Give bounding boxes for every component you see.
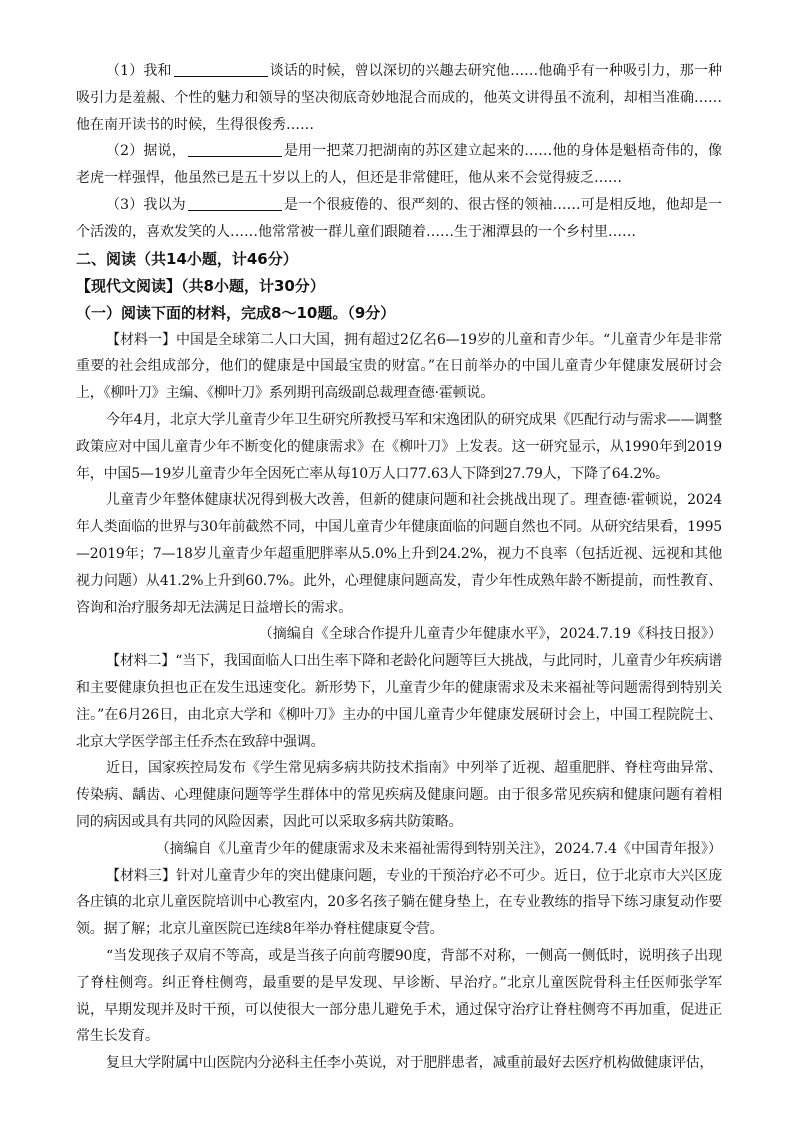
q7-item-1 <box>76 58 722 138</box>
q7-item-1-text: 谈话的时候，曾以深切的兴趣去研究他……他确乎有一种吸引力，那一种吸引力是羞赧、个性的魅力和领导的坚决彻底奇妙地混合而成的，他英文讲得虽不流利，却相当准确……他在南开读书的时候，生得很俊秀…… <box>76 63 722 133</box>
material1-paragraph-1: 【材料一】中国是全球第二人口大国，拥有超过2亿名6—19岁的儿童和青少年。“儿童青少年是非常重要的社会组成部分，他们的健康是中国最宝贵的财富。”在日前举办的中国儿童青少年健康发展研讨会上，《柳叶刀》主编、《柳叶刀》系列期刊高级副总裁理查德·霍顿说。 <box>76 331 722 402</box>
material3-paragraph-2: “当发现孩子双肩不等高，或是当孩子向前弯腰90度，背部不对称，一侧高一侧低时，说明孩子出现了脊柱侧弯。纠正脊柱侧弯，最重要的是早发现、早诊断、早治疗。”北京儿童医院骨科主任医师张学军说，早期发现并及时干预，可以使很大一部分患儿避免手术，通过保守治疗让脊柱侧弯不再加重，促进正常生长发育。 <box>76 947 722 1045</box>
material1-paragraph-2: 今年4月，北京大学儿童青少年卫生研究所教授马军和宋逸团队的研究成果《匹配行动与需求——调整政策应对中国儿童青少年不断变化的健康需求》在《柳叶刀》上发表。这一研究显示，从1990年到2019年，中国5—19岁儿童青少年全因死亡率从每10万人口77.63人下降到27.79人，下降了64.2%。 <box>76 411 722 482</box>
q7-item-3-text: 是一个很疲倦的、很严刻的、很古怪的领袖……可是相反地，他却是一个活泼的，喜欢发笑的人……他常常被一群儿童们跟随着……生于湘潭县的一个乡村里…… <box>76 196 722 240</box>
section-subtitle: 【现代文阅读】（共8小题，计30分） <box>76 276 325 295</box>
q7-item-2-text: 是用一把菜刀把湖南的苏区建立起来的……他的身体是魁梧奇伟的，像老虎一样强悍，他虽然已是五十岁以上的人，但还是非常健旺，他从来不会觉得疲乏…… <box>76 143 722 187</box>
material2-paragraph-1: 【材料二】“当下，我国面临人口出生率下降和老龄化问题等巨大挑战，与此同时，儿童青少年疾病谱和主要健康负担也正在发生迅速变化。新形势下，儿童青少年的健康需求及未来福祉等问题需得到特别关注。”在6月26日，由北京大学和《柳叶刀》主办的中国儿童青少年健康发展研讨会上，中国工程院院士、北京大学医学部主任乔杰在致辞中强调。 <box>76 653 722 750</box>
material3-paragraph-3: 复旦大学附属中山医院内分泌科主任李小英说，对于肥胖患者，减重前最好去医疗机构做健康评估， <box>106 1055 714 1072</box>
q7-item-3 <box>76 192 722 246</box>
material1-source: （摘编自《全球合作提升儿童青少年健康水平》，2024.7.19《科技日报》） <box>258 626 722 643</box>
section-title: 二、阅读（共14小题，计46分） <box>76 249 298 268</box>
part-heading: （一）阅读下面的材料，完成8～10题。（9分） <box>76 303 396 322</box>
material2-source: （摘编自《儿童青少年的健康需求及未来福祉需得到特别关注》，2024.7.4《中国青年报》） <box>155 840 722 857</box>
answer-blank-1[interactable] <box>174 62 268 77</box>
material1-paragraph-3: 儿童青少年整体健康状况得到极大改善，但新的健康问题和社会挑战出现了。理查德·霍顿说，2024年人类面临的世界与30年前截然不同，中国儿童青少年健康面临的问题自然也不同。从研究结果看，1995—2019年；7—18岁儿童青少年超重肥胖率从5.0%上升到24.2%，视力不良率（包括近视、远视和其他视力问题）从41.2%上升到60.7%。此外，心理健康问题高发，青少年性成熟年龄不断提前，而性教育、咨询和治疗服务却无法满足日益增长的需求。 <box>76 492 722 616</box>
answer-blank-2[interactable] <box>188 142 282 157</box>
q7-item-2-lead: （2）据说， <box>106 143 186 160</box>
q7-item-3-lead: （3）我以为 <box>106 196 186 213</box>
q7-item-1-lead: （1）我和 <box>106 63 172 79</box>
q7-item-2 <box>76 138 722 192</box>
material3-paragraph-1: 【材料三】针对儿童青少年的突出健康问题，专业的干预治疗必不可少。近日，位于北京市大兴区庞各庄镇的北京儿童医院培训中心教室内，20多名孩子躺在健身垫上，在专业教练的指导下练习康复动作要领。据了解；北京儿童医院已连续8年举办脊柱健康夏令营。 <box>76 867 722 938</box>
answer-blank-3[interactable] <box>188 196 282 211</box>
material2-paragraph-2: 近日，国家疾控局发布《学生常见病多病共防技术指南》中列举了近视、超重肥胖、脊柱弯曲异常、传染病、龋齿、心理健康问题等学生群体中的常见疾病及健康问题。由于很多常见疾病和健康问题有着相同的病因或具有共同的风险因素，因此可以采取多病共防策略。 <box>76 760 722 830</box>
